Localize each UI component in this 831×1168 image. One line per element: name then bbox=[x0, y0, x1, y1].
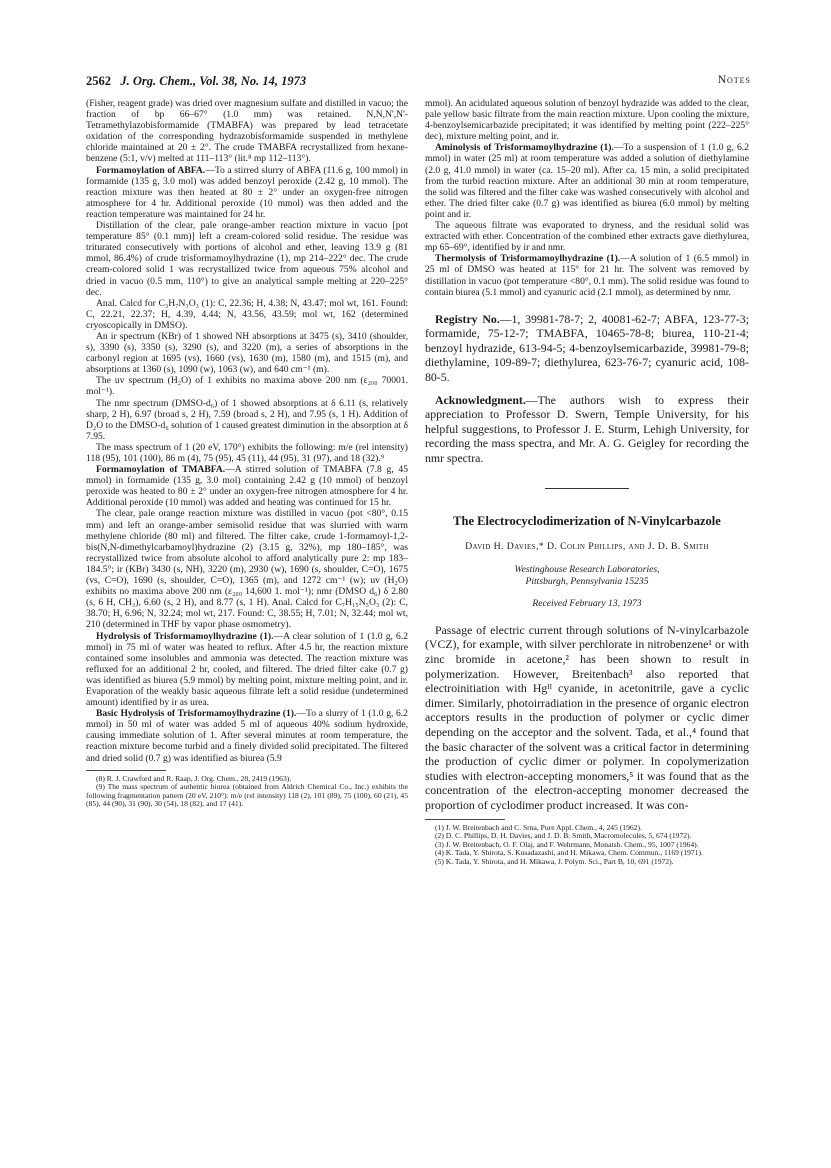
article-authors: David H. Davies,* D. Colin Phillips, and J. D. B. Smith bbox=[465, 540, 709, 552]
paragraph-text: —A stirred solution of TMABFA (7.8 g, 45 mmol) in formamide (135 g, 3.0 mol) containing 2.42 g (10 mmol) of benzoyl peroxide was heated to 80 ± 2° under an oxygen-free nitrogen atmosphere for 4 hr. Additional peroxide (10 mmol) was added and heating was continued for 15 hr. bbox=[86, 464, 408, 509]
paragraph bbox=[425, 253, 749, 297]
paragraph: (Fisher, reagent grade) was dried over magnesium sulfate and distilled in vacuo; the fraction of bp 66–67° (1.0 mm) was retained. N,N,N',N'-Tetramethylazobisformamide (TMABFA) was prepared by lead tetracetate oxidation of the corresponding hydrazobisformamide suspended in methylene chloride maintained at 20 ± 2°. The crude TMABFA recrystallized from hexane-benzene (5:1, v/v) melted at 111–113° (lit.⁸ mp 112–113°). bbox=[86, 98, 408, 165]
article-title: The Electrocyclodimerization of N-Vinylcarbazole bbox=[453, 513, 721, 528]
acknowledgment-label: Acknowledgment. bbox=[435, 392, 526, 407]
run-in-heading: Formamoylation of TMABFA. bbox=[96, 464, 226, 476]
left-column bbox=[86, 98, 408, 809]
paragraph: mmol). An acidulated aqueous solution of benzoyl hydrazide was added to the clear, pale yellow basic filtrate from the main reaction mixture. Upon cooling the mixture, 4-benzoylsemicarbazide precipitated; it was identified by melting point (222–225° dec), mixture melting point, and ir. bbox=[425, 98, 749, 143]
section-label: Notes bbox=[717, 74, 751, 86]
run-in-heading: Basic Hydrolysis of Trisformamoylhydrazine (1). bbox=[96, 708, 297, 720]
footnote: (4) K. Tada, Y. Shirota, S. Kusadazashi, and H. Mikawa, Chem. Commun., 1169 (1971). bbox=[435, 848, 703, 858]
run-in-heading: Hydrolysis of Trisformamoylhydrazine (1). bbox=[96, 630, 274, 642]
affiliation-line: Westinghouse Research Laboratories, bbox=[514, 563, 660, 575]
paragraph: The clear, pale orange reaction mixture was distilled in vacuo (pot <80°, 0.15 mm) and left an orange-amber semisolid residue that was slurried with warm methylene chloride (80 ml) and filtered. The filter cake, crude 1-formamoyl-1,2-bis(N,N-dimethylcarbamoyl)hydrazine (2) (3.15 g, 32%), mp 180–185°, was recrystallized twice from absolute alcohol to afford analytically pure 2: mp 183–184.5°; ir (KBr) 3430 (s, NH), 3220 (m), 2930 (w), 1690 (s, shoulder, C=O), 1675 (vs, C=O), 1690 (s, shoulder, C=O), 1365 (m), and 1272 cm⁻¹ (w); uv (H₂O) exhibits no maxima above 200 nm (ε₂₀₀ 14,600 1. mol⁻¹); nmr (DMSO d₆) δ 2.80 (s, 6 H, CH₃), 6.60 (s, 2 H), and 8.77 (s, 1 H). Anal. Calcd for C₇H₁₅N₅O₃ (2): C, 38.70; H, 6.96; N, 32.24; mol wt, 217. Found: C, 38.55; H, 7.01; N, 32.44; mol wt, 210 (determined in THF by vapor phase osmometry). bbox=[86, 508, 408, 631]
paragraph bbox=[86, 464, 408, 508]
header-citation bbox=[86, 74, 306, 89]
article-separator bbox=[545, 488, 629, 489]
acknowledgment-text: —The authors wish to express their appreciation to Professor D. Swern, Temple University, for his helpful suggestions, to Professor J. E. Sturm, Lehigh University, for recording the mass spectra, and Mr. A. G. Geigley for recording the nmr spectra. bbox=[425, 392, 749, 466]
affiliation bbox=[425, 564, 749, 588]
paragraph-text: —To a suspension of 1 (1.0 g, 6.2 mmol) in water (25 ml) at room temperature was added a solution of diethylamine (2.0 g, 41.0 mmol) in water (ca. 15–20 ml). After ca. 15 min, a solid precipitated from the turbid reaction mixture. After an additional 30 min at room temperature, the solid was filtered and the filter cake was washed consecutively with alcohol and ether. The dried filter cake (0.7 g) was identified as biurea (6.0 mmol) by melting point and ir. bbox=[425, 142, 749, 220]
paragraph: The uv spectrum (H₂O) of 1 exhibits no maxima above 200 nm (ε₂₀₀ 70001. mol⁻¹). bbox=[86, 375, 408, 398]
paragraph bbox=[425, 142, 749, 220]
paragraph: Anal. Calcd for C₃H₇N₃O₃ (1): C, 22.36; H, 4.38; N, 43.47; mol wt, 161. Found: C, 22.21, 22.37; H, 4.39, 4.44; N, 43.56, 43.59; mol wt, 162 (determined cryoscopically in DMSO). bbox=[86, 297, 408, 331]
running-header bbox=[86, 74, 751, 90]
registry-label: Registry No. bbox=[435, 311, 500, 326]
right-column bbox=[425, 98, 749, 867]
affiliation-line: Pittsburgh, Pennsylvania 15235 bbox=[525, 575, 649, 587]
paragraph bbox=[86, 631, 408, 709]
footnote: (9) The mass spectrum of authentic biurea (obtained from Aldrich Chemical Co., Inc.) exhibits the following fragmentation pattern (20 eV, 210°): m/e (rel intensity) 118 (2), 101 (89), 75 (100), 60 (21), 45 (85), 44 (90), 31 (90), 30 (54), 18 (82), and 17 (41). bbox=[86, 782, 408, 809]
footnote: (3) J. W. Breitenbach, O. F. Olaj, and F. Wehrmann, Monatsh. Chem., 95, 1007 (1964). bbox=[435, 839, 699, 849]
paragraph: Passage of electric current through solutions of N-vinylcarbazole (VCZ), for example, with silver perchlorate in nitrobenzene¹ or with zinc bromide in acetone,² has been shown to result in polymerization. However, Breitenbach³ also reported that electroinitiation with Hgᴵᴵ cyanide, in acetonitrile, gave a cyclic dimer. Similarly, photoirradiation in the presence of organic electron acceptors results in the production of polymer or cyclic dimer depending on the acceptor and the solvent. Tada, et al.,⁴ found that the basic character of the solvent was a critical factor in determining the production of cyclic dimer or polymer. In copolymerization studies with electron-accepting monomers,⁵ it was found that as the concentration of the electron-accepting monomer decreased the proportion of cyclodimer product increased. It was con- bbox=[425, 622, 749, 812]
footnote: (8) R. J. Crawford and R. Raap, J. Org. Chem., 28, 2419 (1963). bbox=[96, 773, 292, 783]
paragraph-text: —A clear solution of 1 (1.0 g, 6.2 mmol) in 75 ml of water was heated to reflux. After 4.5 hr, the reaction mixture contained some insolubles and ammonia was detected. The reaction mixture was refluxed for an additional 2 hr, cooled, and filtered. The dried filter cake (0.7 g) was identified as biurea (5.9 mmol) by melting point, mixture melting point, and ir. Evaporation of the weakly basic aqueous filtrate left a solid residue (undetermined amount) identified by ir as urea. bbox=[86, 630, 409, 709]
footnote: (1) J. W. Breitenbach and C. Srna, Pure Appl. Chem., 4, 245 (1962). bbox=[435, 822, 642, 832]
footnote: (2) D. C. Phillips, D. H. Davies, and J. D. B. Smith, Macromolecules, 5, 674 (1972). bbox=[435, 831, 692, 841]
run-in-heading: Thermolysis of Trisformamoylhydrazine (1). bbox=[435, 253, 621, 265]
footnote-rule bbox=[86, 770, 166, 771]
paragraph: The aqueous filtrate was evaporated to dryness, and the residual solid was extracted with ether. Concentration of the combined ether extracts gave diethylurea, mp 65–69°, identified by ir and nmr. bbox=[425, 220, 749, 254]
run-in-heading: Aminolysis of Trisformamoylhydrazine (1). bbox=[435, 142, 614, 154]
page-number: 2562 bbox=[86, 74, 111, 88]
paragraph bbox=[86, 165, 408, 220]
paragraph-text: —To a stirred slurry of ABFA (11.6 g, 100 mmol) in formamide (135 g, 3.0 mol) was added benzoyl peroxide (2.42 g, 10 mmol). The reaction mixture was then heated at 80 ± 2° under an oxygen-free nitrogen atmosphere for 4 hr. Additional peroxide (10 mmol) was then added and the reaction temperature was maintained for 24 hr. bbox=[86, 164, 408, 220]
journal-name: J. Org. Chem., Vol. 38, No. 14, 1973 bbox=[120, 74, 307, 88]
registry-text: —1, 39981-78-7; 2, 40081-62-7; ABFA, 123-77-3; formamide, 75-12-7; TMABFA, 10465-78-8; biurea, 110-21-4; benzoyl hydrazide, 613-94-5; 4-benzoylsemicarbazide, 39981-79-8; diethylamine, 109-89-7; diethylurea, 623-76-7; cyanuric acid, 108-80-5. bbox=[425, 311, 749, 385]
paragraph bbox=[86, 708, 408, 763]
footnote: (5) K. Tada, Y. Shirota, and H. Mikawa, J. Polym. Sci., Part B, 10, 691 (1972). bbox=[435, 856, 674, 866]
paragraph: The mass spectrum of 1 (20 eV, 170°) exhibits the following: m/e (rel intensity) 118 (95), 101 (100), 86 m (4), 75 (95), 45 (11), 44 (95), 31 (97), and 18 (32).⁹ bbox=[86, 441, 408, 464]
paragraph: An ir spectrum (KBr) of 1 showed NH absorptions at 3475 (s), 3410 (shoulder, s), 3390 (s), 3350 (s), 3290 (s), and 3220 (m), a series of absorptions in the carbonyl region at 1695 (vs), 1660 (vs), 1630 (m), 1580 (m), and 1515 (m), and absorptions at 1360 (s), 1090 (w), 1063 (w), and 640 cm⁻¹ (m). bbox=[86, 330, 408, 376]
registry-numbers bbox=[425, 312, 749, 385]
paragraph: The nmr spectrum (DMSO-d₆) of 1 showed absorptions at δ 6.11 (s, relatively sharp, 2 H), 6.97 (broad s, 2 H), 7.59 (broad s, 2 H), and 7.95 (s, 1 H). Addition of D₂O to the DMSO-d₆ solution of 1 caused greatest diminution in the absorption at δ 7.95. bbox=[86, 397, 408, 442]
run-in-heading: Formamoylation of ABFA. bbox=[96, 164, 206, 176]
paragraph-text: —A solution of 1 (6.5 mmol) in 25 ml of DMSO was heated at 115° for 21 hr. The solvent was removed by distillation in vacuo (pot temperature <80°, 0.1 mm). The solid residue was found to contain biurea (5.1 mmol) and cyanuric acid (2.1 mmol), as determined by nmr. bbox=[425, 253, 750, 298]
paragraph-text: —To a slurry of 1 (1.0 g, 6.2 mmol) in 50 ml of water was added 5 ml of aqueous 40% sodium hydroxide, causing immediate solution of 1. After several minutes at room temperature, the reaction mixture become turbid and a finely divided solid precipitated. The filtered and dried solid (0.7 g) was identified as biurea (5.9 bbox=[86, 708, 408, 764]
received-date: Received February 13, 1973 bbox=[532, 597, 642, 609]
paragraph: Distillation of the clear, pale orange-amber reaction mixture in vacuo [pot temperature 85° (0.1 mm)] left a cream-colored solid residue. The residue was triturated consecutively with portions of alcohol and ether, leaving 13.9 g (81 mmol, 86.4%) of crude trisformamoylhydrazine (1), mp 214–222° dec. The crude cream-colored solid 1 was recrystallized twice from aqueous 75% alcohol and dried in vacuo (0.5 mm, 110°) to give an analytical sample melting at 220–225° dec. bbox=[86, 220, 408, 298]
footnote-rule bbox=[425, 819, 505, 820]
acknowledgment bbox=[425, 393, 749, 466]
